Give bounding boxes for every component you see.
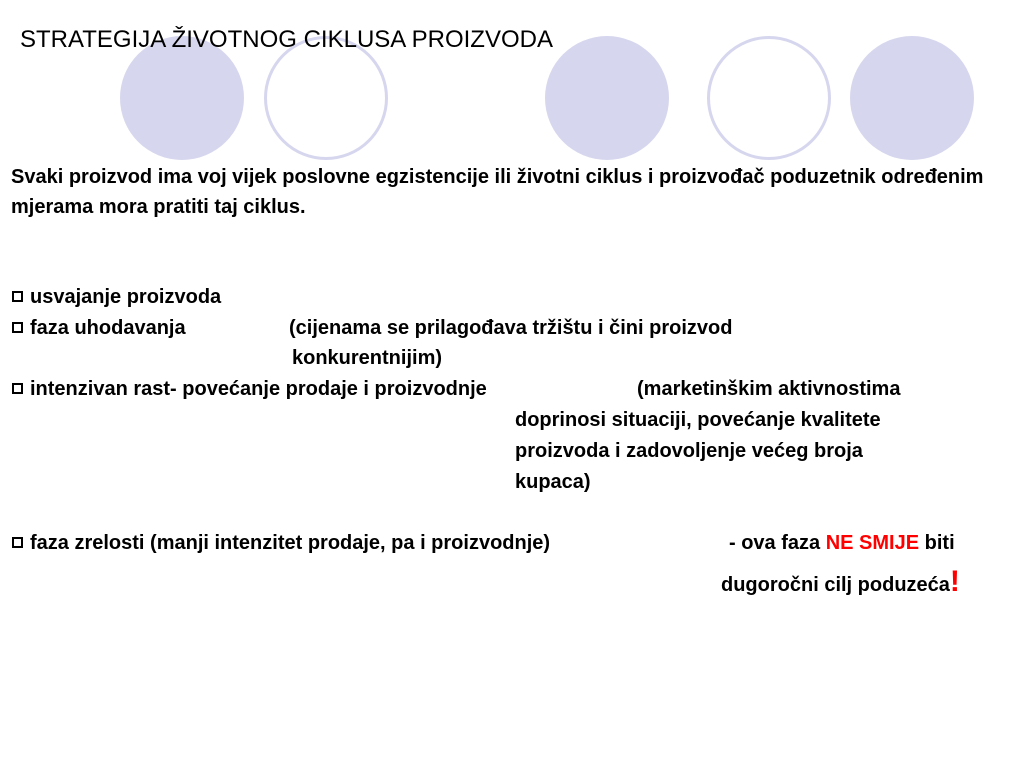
item-label: intenzivan rast- povećanje prodaje i proizvodnje	[30, 378, 487, 400]
list-item-intenzivan-rast	[12, 378, 487, 401]
decor-circle-4	[707, 36, 831, 160]
list-item-zrelost	[12, 532, 550, 555]
note-prefix: - ova faza	[729, 532, 821, 554]
slide-title: STRATEGIJA ŽIVOTNOG CIKLUSA PROIZVODA	[20, 26, 553, 53]
item-note-line: (cijenama se prilagođava tržištu i čini proizvod	[289, 317, 733, 339]
decor-circle-3	[545, 36, 669, 160]
decor-circle-1	[120, 36, 244, 160]
checkbox-bullet-icon	[12, 291, 23, 302]
list-item-uhodavanje	[12, 317, 186, 340]
item-note-line: (marketinškim aktivnostima	[637, 378, 901, 400]
item-note-line	[721, 565, 960, 598]
decor-circle-5	[850, 36, 974, 160]
item-note-line: doprinosi situaciji, povećanje kvalitete	[515, 409, 881, 431]
checkbox-bullet-icon	[12, 537, 23, 548]
decor-circle-2	[264, 36, 388, 160]
warning-text: NE SMIJE	[825, 532, 920, 554]
item-label: faza uhodavanja	[30, 317, 186, 339]
checkbox-bullet-icon	[12, 383, 23, 394]
note-suffix: biti	[924, 532, 955, 554]
item-note-line: kupaca)	[515, 471, 591, 493]
intro-text: Svaki proizvod ima voj vijek poslovne egzistencije ili životni ciklus i proizvođač poduzetnik određenim mjerama mora pratiti taj ciklus.	[11, 166, 984, 218]
item-note-line	[729, 532, 955, 555]
checkbox-bullet-icon	[12, 322, 23, 333]
item-note-line: proizvoda i zadovoljenje većeg broja	[515, 440, 863, 462]
exclamation-mark: !	[949, 565, 960, 598]
list-item-usvajanje	[12, 286, 221, 309]
item-note-line: konkurentnijim)	[292, 347, 443, 369]
item-label: usvajanje proizvoda	[30, 286, 222, 308]
note-text: dugoročni cilj poduzeća	[721, 574, 950, 596]
item-label: faza zrelosti (manji intenzitet prodaje, pa i proizvodnje)	[30, 532, 551, 554]
